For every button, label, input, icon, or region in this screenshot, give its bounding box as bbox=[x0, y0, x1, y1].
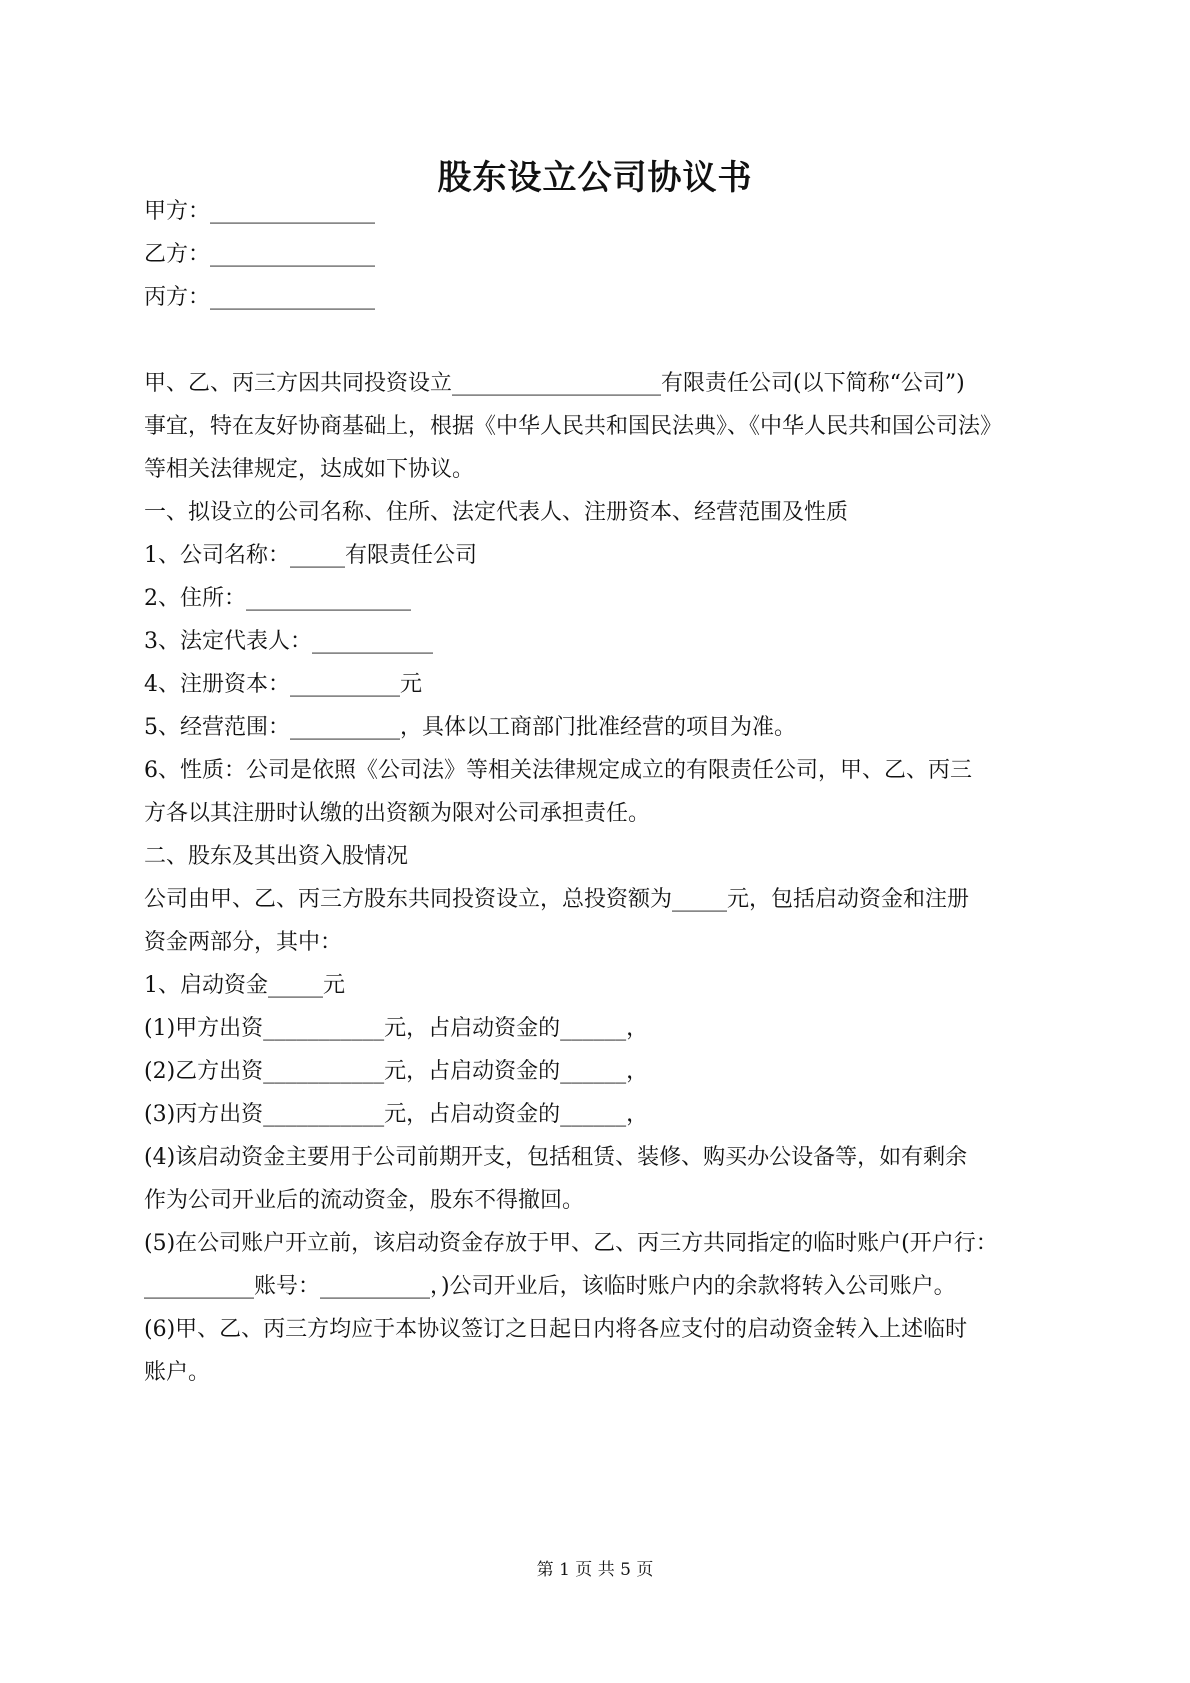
transfer-line-2: 账户。 bbox=[144, 1360, 211, 1385]
investment-line-2: 资金两部分，其中： bbox=[144, 930, 343, 955]
intro-line-2: 事宜，特在友好协商基础上，根据《中华人民共和国民法典》、《中华人民共和国公司法》 bbox=[144, 414, 1003, 439]
fund-usage-line-1: (4)该启动资金主要用于公司前期开支，包括租赁、装修、购买办公设备等，如有剩余 bbox=[144, 1145, 968, 1170]
nature-line-1: 6、性质：公司是依照《公司法》等相关法律规定成立的有限责任公司，甲、乙、丙三 bbox=[144, 758, 972, 783]
temp-account-line-1: (5)在公司账户开立前，该启动资金存放于甲、乙、丙三方共同指定的临时账户(开户行： bbox=[144, 1231, 998, 1256]
address-line: 2、住所：_______________ bbox=[144, 586, 411, 611]
investment-line-1: 公司由甲、乙、丙三方股东共同投资设立，总投资额为_____元，包括启动资金和注册 bbox=[144, 887, 970, 912]
party-c-line: 丙方：_______________ bbox=[144, 285, 376, 310]
temp-account-line-2: __________账号：__________，)公司开业后，该临时账户内的余款将转入公司账户。 bbox=[144, 1274, 956, 1299]
registered-capital-line: 4、注册资本：__________元 bbox=[144, 672, 422, 697]
fund-usage-line-2: 作为公司开业后的流动资金，股东不得撤回。 bbox=[144, 1188, 585, 1213]
party-a-contribution-line: (1)甲方出资___________元，占启动资金的______， bbox=[144, 1016, 649, 1041]
startup-fund-line: 1、启动资金_____元 bbox=[144, 973, 345, 998]
party-b-line: 乙方：_______________ bbox=[144, 242, 376, 267]
section-2-heading: 二、股东及其出资入股情况 bbox=[144, 844, 409, 869]
party-a-line: 甲方：_______________ bbox=[144, 199, 376, 224]
section-1-heading: 一、拟设立的公司名称、住所、法定代表人、注册资本、经营范围及性质 bbox=[144, 500, 849, 525]
company-name-line: 1、公司名称：_____有限责任公司 bbox=[144, 543, 477, 568]
party-b-contribution-line: (2)乙方出资___________元，占启动资金的______， bbox=[144, 1059, 649, 1084]
transfer-line-1: (6)甲、乙、丙三方均应于本协议签订之日起日内将各应支付的启动资金转入上述临时 bbox=[144, 1317, 968, 1342]
party-c-contribution-line: (3)丙方出资___________元，占启动资金的______， bbox=[144, 1102, 649, 1127]
business-scope-line: 5、经营范围：__________，具体以工商部门批准经营的项目为准。 bbox=[144, 715, 796, 740]
intro-line-1: 甲、乙、丙三方因共同投资设立___________________有限责任公司(以下简称“公司”) bbox=[144, 371, 965, 396]
document-title: 股东设立公司协议书 bbox=[437, 158, 753, 198]
legal-rep-line: 3、法定代表人：___________ bbox=[144, 629, 433, 654]
intro-line-3: 等相关法律规定，达成如下协议。 bbox=[144, 457, 475, 482]
page-number-footer: 第 1 页 共 5 页 bbox=[536, 1560, 654, 1580]
nature-line-2: 方各以其注册时认缴的出资额为限对公司承担责任。 bbox=[144, 801, 651, 826]
